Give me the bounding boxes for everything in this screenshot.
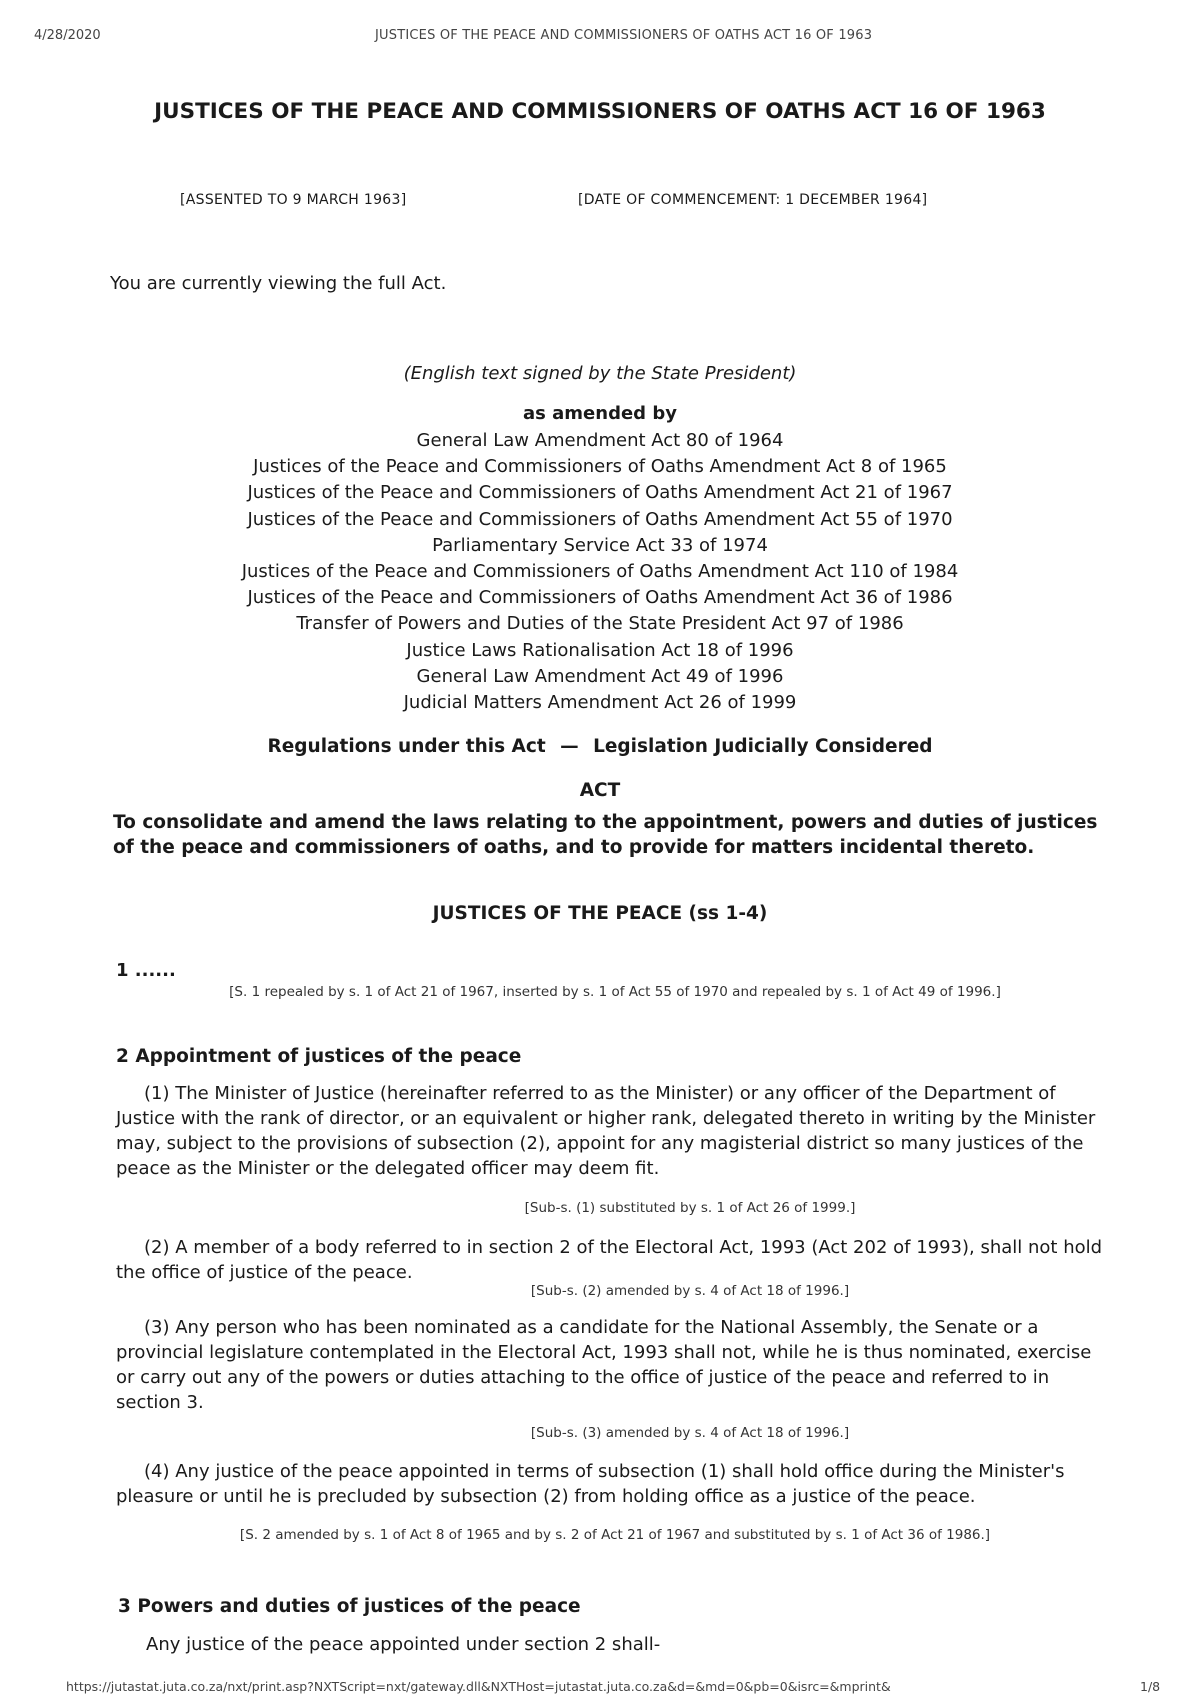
- amendment-item[interactable]: Parliamentary Service Act 33 of 1974: [432, 534, 768, 556]
- section-2-note-1: [Sub-s. (1) substituted by s. 1 of Act 26 of 1999.]: [524, 1200, 856, 1216]
- amendment-item[interactable]: General Law Amendment Act 49 of 1996: [416, 665, 784, 687]
- preamble: To consolidate and amend the laws relating to the appointment, powers and duties of justices of the peace and commissioners of oaths, and to provide for matters incidental thereto.: [113, 812, 1098, 858]
- section-3-heading: 3 Powers and duties of justices of the peace: [118, 1596, 581, 1617]
- section-2-subsection-2: (2) A member of a body referred to in section 2 of the Electoral Act, 1993 (Act 202 of 1993), shall not hold the office of justice of the peace.: [116, 1237, 1103, 1283]
- viewing-note: You are currently viewing the full Act.: [110, 273, 447, 294]
- section-1-note: [S. 1 repealed by s. 1 of Act 21 of 1967, inserted by s. 1 of Act 55 of 1970 and repealed by s. 1 of Act 49 of 1996.]: [229, 984, 1001, 1000]
- regulations-link[interactable]: Regulations under this Act: [267, 736, 546, 757]
- commencement-date: [DATE OF COMMENCEMENT: 1 DECEMBER 1964]: [578, 192, 928, 208]
- signed-note: (English text signed by the State President): [403, 363, 797, 384]
- amendment-item[interactable]: General Law Amendment Act 80 of 1964: [416, 430, 784, 451]
- section-2-note-3: [Sub-s. (3) amended by s. 4 of Act 18 of 1996.]: [530, 1425, 850, 1441]
- act-title: JUSTICES OF THE PEACE AND COMMISSIONERS OF OATHS ACT 16 OF 1963: [154, 99, 1046, 124]
- assent-date: [ASSENTED TO 9 MARCH 1963]: [180, 192, 407, 208]
- related-links: [100, 736, 1100, 757]
- legislation-considered-link[interactable]: Legislation Judicially Considered: [593, 736, 933, 757]
- amendment-item[interactable]: Justices of the Peace and Commissioners of Oaths Amendment Act 21 of 1967: [247, 482, 953, 504]
- section-2-heading: 2 Appointment of justices of the peace: [116, 1046, 522, 1067]
- page-number: 1/8: [1140, 1679, 1161, 1694]
- section-2-note-4: [S. 2 amended by s. 1 of Act 8 of 1965 and by s. 2 of Act 21 of 1967 and substituted by s. 1 of Act 36 of 1986.]: [239, 1527, 991, 1543]
- section-2-subsection-4: (4) Any justice of the peace appointed in terms of subsection (1) shall hold office during the Minister's pleasure or until he is precluded by subsection (2) from holding office as a justice of the peace.: [116, 1461, 1065, 1507]
- amendment-item[interactable]: Justices of the Peace and Commissioners of Oaths Amendment Act 55 of 1970: [247, 508, 953, 530]
- section-1-number: 1 ......: [116, 960, 176, 981]
- print-url: https://jutastat.juta.co.za/nxt/print.asp?NXTScript=nxt/gateway.dll&NXTHost=jutastat.juta.co.za&d=&md=0&pb=0&isrc=&mprint&: [66, 1679, 891, 1694]
- print-header-title: JUSTICES OF THE PEACE AND COMMISSIONERS OF OATHS ACT 16 OF 1963: [375, 28, 873, 43]
- section-2-note-2: [Sub-s. (2) amended by s. 4 of Act 18 of 1996.]: [530, 1283, 850, 1299]
- amendment-item[interactable]: Judicial Matters Amendment Act 26 of 1999: [403, 692, 797, 714]
- amended-by-heading: as amended by: [523, 403, 677, 424]
- section-3-intro: Any justice of the peace appointed under section 2 shall-: [146, 1634, 661, 1655]
- section-2-subsection-3: (3) Any person who has been nominated as a candidate for the National Assembly, the Senate or a provincial legislature contemplated in the Electoral Act, 1993 shall not, while he is thus nominated, exercise or carry out any of the powers or duties attaching to the office of justice of the peace and referred to in section 3.: [116, 1317, 1092, 1413]
- section-2-subsection-1: (1) The Minister of Justice (hereinafter referred to as the Minister) or any officer of the Department of Justice with the rank of director, or an equivalent or higher rank, delegated thereto in writing by the Minister may, subject to the provisions of subsection (2), appoint for any magisterial district so many justices of the peace as the Minister or the delegated officer may deem fit.: [116, 1083, 1096, 1179]
- amendment-item[interactable]: Justices of the Peace and Commissioners of Oaths Amendment Act 8 of 1965: [253, 456, 947, 478]
- print-date: 4/28/2020: [34, 28, 101, 43]
- amendment-item[interactable]: Justices of the Peace and Commissioners of Oaths Amendment Act 110 of 1984: [241, 561, 959, 583]
- amendment-item[interactable]: Justices of the Peace and Commissioners of Oaths Amendment Act 36 of 1986: [247, 587, 953, 609]
- amendments-list: [100, 428, 1100, 716]
- amendment-item[interactable]: Justice Laws Rationalisation Act 18 of 1996: [406, 639, 794, 661]
- act-heading: ACT: [579, 780, 621, 801]
- amendment-item[interactable]: Transfer of Powers and Duties of the State President Act 97 of 1986: [296, 613, 904, 635]
- link-separator: —: [560, 736, 579, 757]
- part-heading: JUSTICES OF THE PEACE (ss 1-4): [432, 903, 768, 924]
